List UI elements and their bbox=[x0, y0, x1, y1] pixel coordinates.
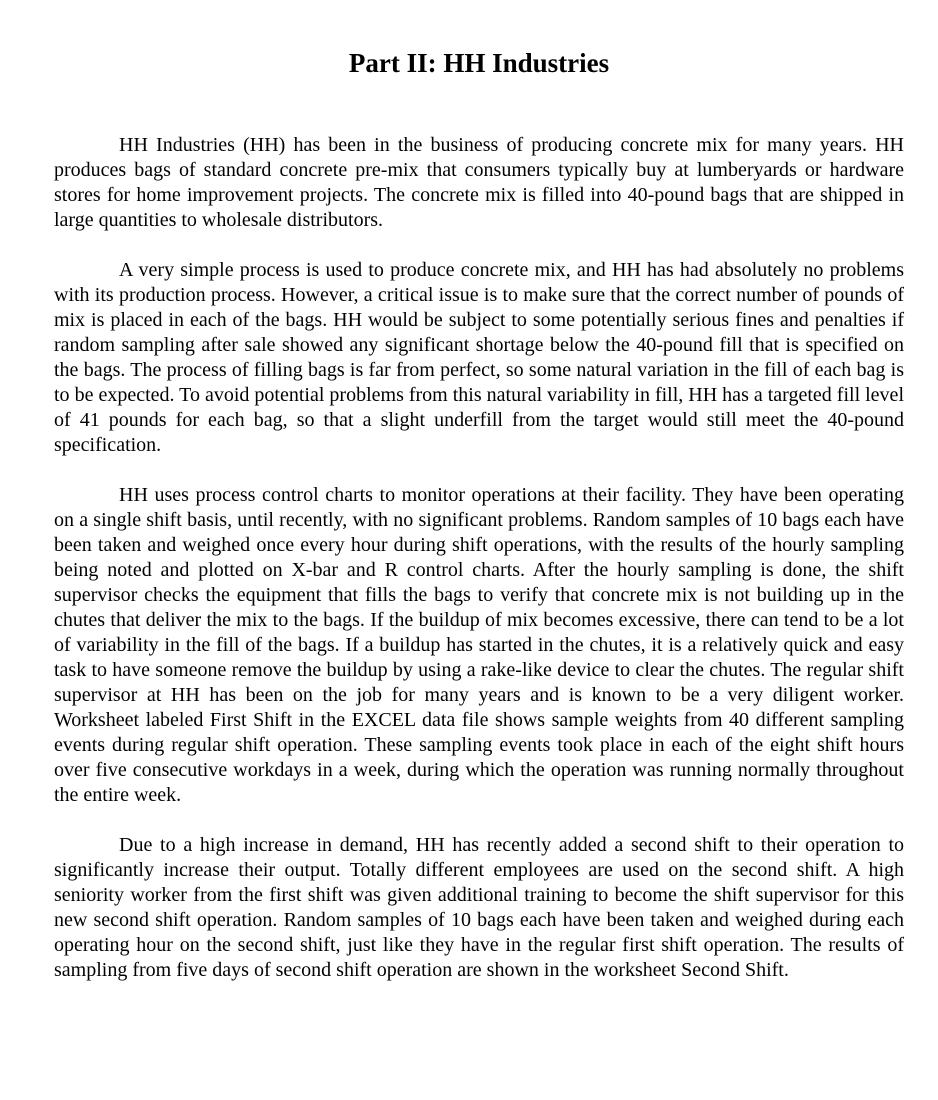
paragraph-control-charts: HH uses process control charts to monitor operations at their facility. They have been operating on a single shift basis, until recently, with no significant problems. Random samples of 10 bags each have been taken and weighed once every hour during shift operations, with the results of the hourly sampling being noted and plotted on X-bar and R control charts. After the hourly sampling is done, the shift supervisor checks the equipment that fills the bags to verify that concrete mix is not building up in the chutes that deliver the mix to the bags. If the buildup of mix becomes excessive, there can tend to be a lot of variability in the fill of the bags. If a buildup has started in the chutes, it is a relatively quick and easy task to have someone remove the buildup by using a rake-like device to clear the chutes. The regular shift supervisor at HH has been on the job for many years and is known to be a very diligent worker. Worksheet labeled First Shift in the EXCEL data file shows sample weights from 40 different sampling events during regular shift operation. These sampling events took place in each of the eight shift hours over five consecutive workdays in a week, during which the operation was running normally throughout the entire week. bbox=[54, 484, 904, 806]
paragraph-intro: HH Industries (HH) has been in the business of producing concrete mix for many years. HH produces bags of standard concrete pre-mix that consumers typically buy at lumberyards or hardware stores for home improvement projects. The concrete mix is filled into 40-pound bags that are shipped in large quantities to wholesale distributors. bbox=[54, 134, 904, 231]
document-body bbox=[54, 133, 904, 983]
page-title: Part II: HH Industries bbox=[348, 48, 610, 78]
paragraph-second-shift: Due to a high increase in demand, HH has recently added a second shift to their operation to significantly increase their output. Totally different employees are used on the second shift. A high seniority worker from the first shift was given additional training to become the shift supervisor for this new second shift operation. Random samples of 10 bags each have been taken and weighed during each operating hour on the second shift, just like they have in the regular first shift operation. The results of sampling from five days of second shift operation are shown in the worksheet Second Shift. bbox=[54, 834, 904, 981]
paragraph-process: A very simple process is used to produce concrete mix, and HH has had absolutely no problems with its production process. However, a critical issue is to make sure that the correct number of pounds of mix is placed in each of the bags. HH would be subject to some potentially serious fines and penalties if random sampling after sale showed any significant shortage below the 40-pound fill that is specified on the bags. The process of filling bags is far from perfect, so some natural variation in the fill of each bag is to be expected. To avoid potential problems from this natural variability in fill, HH has a targeted fill level of 41 pounds for each bag, so that a slight underfill from the target would still meet the 40-pound specification. bbox=[54, 259, 904, 456]
